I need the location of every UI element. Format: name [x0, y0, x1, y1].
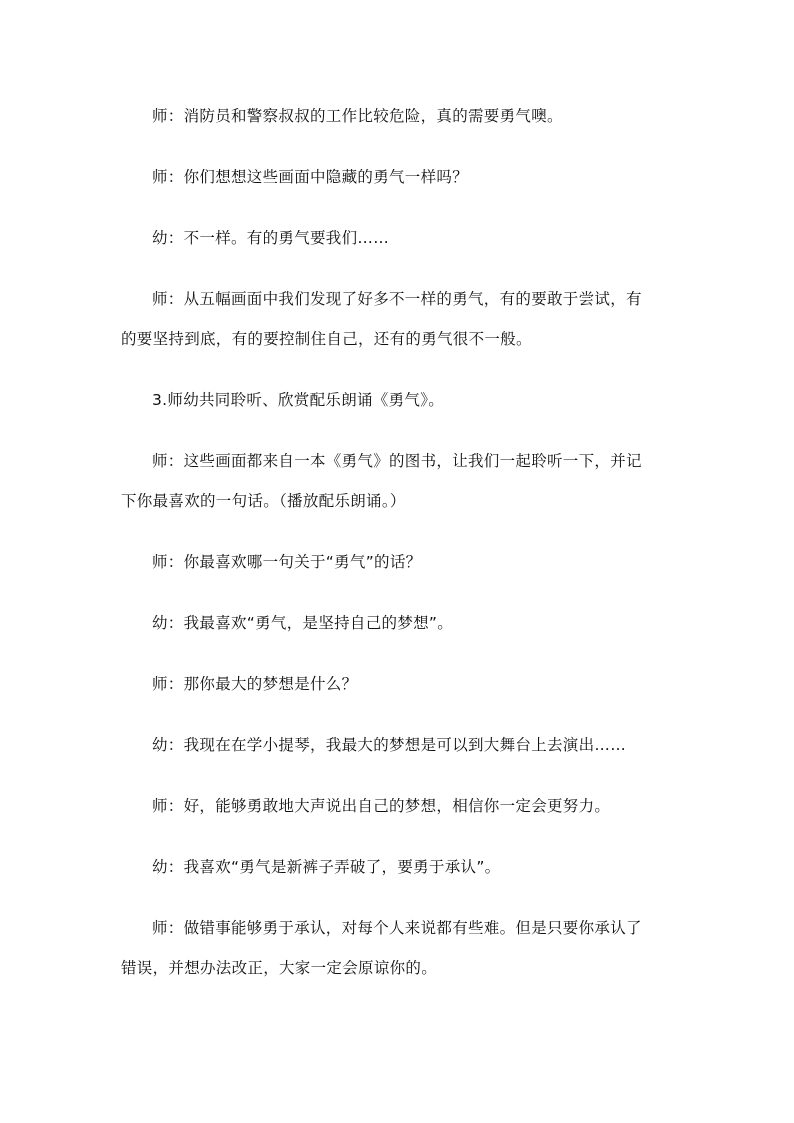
- paragraph-6-line-1: 师：这些画面都来自一本《勇气》的图书，让我们一起聆听一下，并记: [152, 452, 642, 470]
- paragraph-12-line-1: 幼：我喜欢“勇气是新裤子弄破了，要勇于承认”。: [152, 858, 501, 876]
- paragraph-2-line-1: 师：你们想想这些画面中隐藏的勇气一样吗？: [152, 168, 469, 186]
- paragraph-4-line-2: 的要坚持到底，有的要控制住自己，还有的勇气很不一般。: [121, 330, 532, 348]
- paragraph-6-line-2: 下你最喜欢的一句话。（播放配乐朗诵。）: [121, 492, 406, 510]
- paragraph-8-line-1: 幼：我最喜欢“勇气，是坚持自己的梦想”。: [152, 614, 454, 632]
- paragraph-11-line-1: 师：好，能够勇敢地大声说出自己的梦想，相信你一定会更努力。: [152, 797, 611, 815]
- paragraph-7-line-1: 师：你最喜欢哪一句关于“勇气”的话？: [152, 553, 422, 571]
- paragraph-13-line-1: 师：做错事能够勇于承认，对每个人来说都有些难。但是只要你承认了: [152, 919, 642, 937]
- paragraph-5-line-1: 3.师幼共同聆听、欣赏配乐朗诵《勇气》。: [152, 391, 445, 409]
- paragraph-13-line-2: 错误，并想办法改正，大家一定会原谅你的。: [121, 959, 438, 977]
- paragraph-1-line-1: 师：消防员和警察叔叔的工作比较危险，真的需要勇气噢。: [152, 107, 563, 125]
- paragraph-9-line-1: 师：那你最大的梦想是什么？: [152, 675, 358, 693]
- paragraph-10-line-1: 幼：我现在在学小提琴，我最大的梦想是可以到大舞台上去演出……: [152, 736, 627, 754]
- paragraph-3-line-1: 幼：不一样。有的勇气要我们……: [152, 229, 390, 247]
- paragraph-4-line-1: 师：从五幅画面中我们发现了好多不一样的勇气，有的要敢于尝试，有: [152, 290, 642, 308]
